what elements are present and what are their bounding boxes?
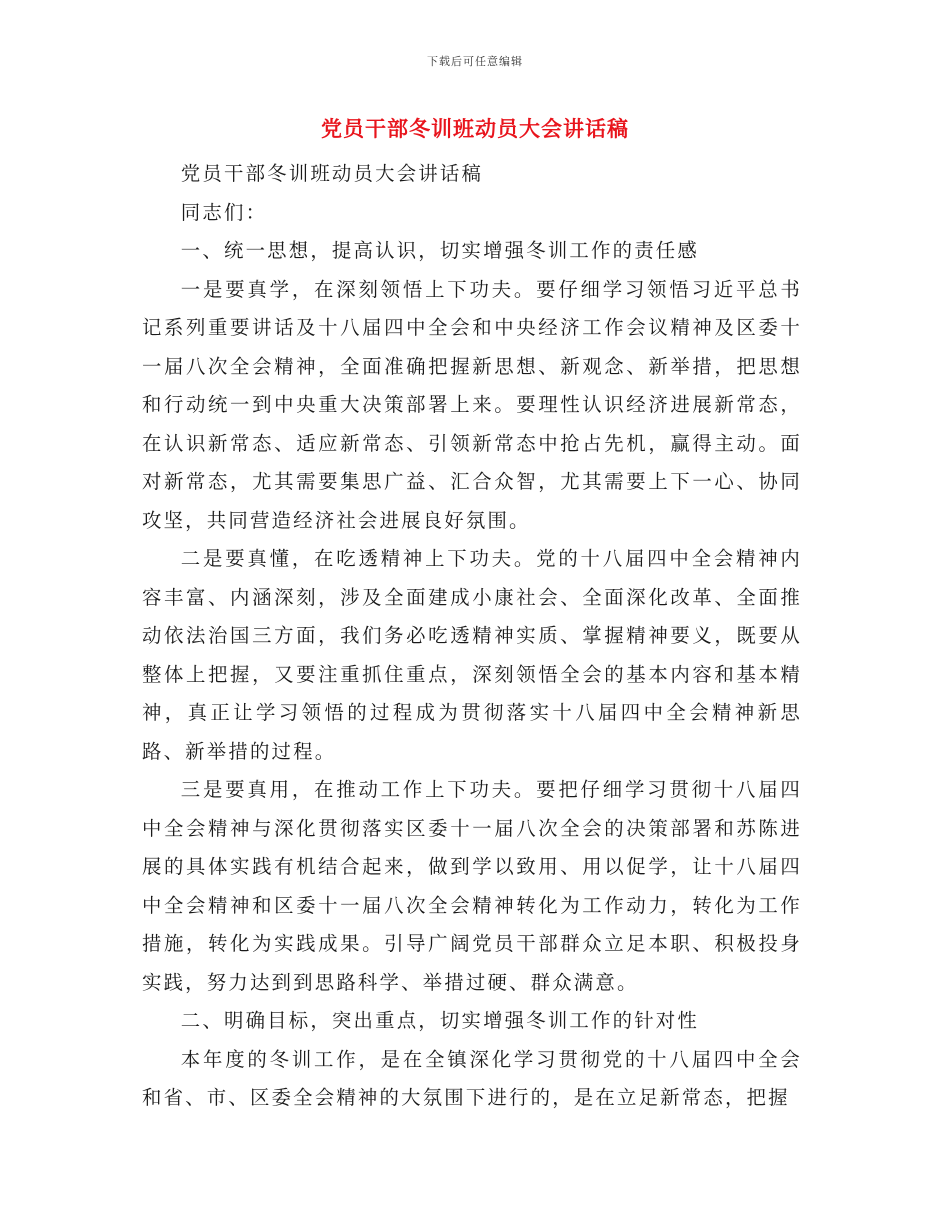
paragraph: 一是要真学，在深刻领悟上下功夫。要仔细学习领悟习近平总书记系列重要讲话及十八届四中全会和中央经济工作会议精神及区委十一届八次全会精神，全面准确把握新思想、新观念、新举措，把思想和行动统一到中央重大决策部署上来。要理性认识经济进展新常态，在认识新常态、适应新常态、引领新常态中抢占先机，赢得主动。面对新常态，尤其需要集思广益、汇合众智，尤其需要上下一心、协同攻坚，共同营造经济社会进展良好氛围。 [142,277,802,532]
document-body [142,155,802,1118]
paragraph: 二是要真懂，在吃透精神上下功夫。党的十八届四中全会精神内容丰富、内涵深刻，涉及全面建成小康社会、全面深化改革、全面推动依法治国三方面，我们务必吃透精神实质、掌握精神要义，既要从整体上把握，又要注重抓住重点，深刻领悟全会的基本内容和基本精神，真正让学习领悟的过程成为贯彻落实十八届四中全会精神新思路、新举措的过程。 [142,547,802,763]
document-title: 党员干部冬训班动员大会讲话稿 [321,116,629,141]
paragraph: 本年度的冬训工作，是在全镇深化学习贯彻党的十八届四中全会和省、市、区委全会精神的大氛围下进行的，是在立足新常态，把握 [142,1047,802,1109]
section-heading-1: 一、统一思想，提高认识，切实增强冬训工作的责任感 [180,239,699,262]
paragraph: 三是要真用，在推动工作上下功夫。要把仔细学习贯彻十八届四中全会精神与深化贯彻落实区委十一届八次全会的决策部署和苏陈进展的具体实践有机结合起来，做到学以致用、用以促学，让十八届四中全会精神和区委十一届八次全会精神转化为工作动力，转化为工作措施，转化为实践成果。引导广阔党员干部群众立足本职、积极投身实践，努力达到到思路科学、举措过硬、群众满意。 [142,778,802,994]
header-note: 下载后可任意编辑 [427,55,523,68]
section-heading-2: 二、明确目标，突出重点，切实增强冬训工作的针对性 [180,1009,699,1032]
paragraph-salutation: 同志们： [180,200,268,224]
paragraph-subtitle: 党员干部冬训班动员大会讲话稿 [180,162,484,185]
